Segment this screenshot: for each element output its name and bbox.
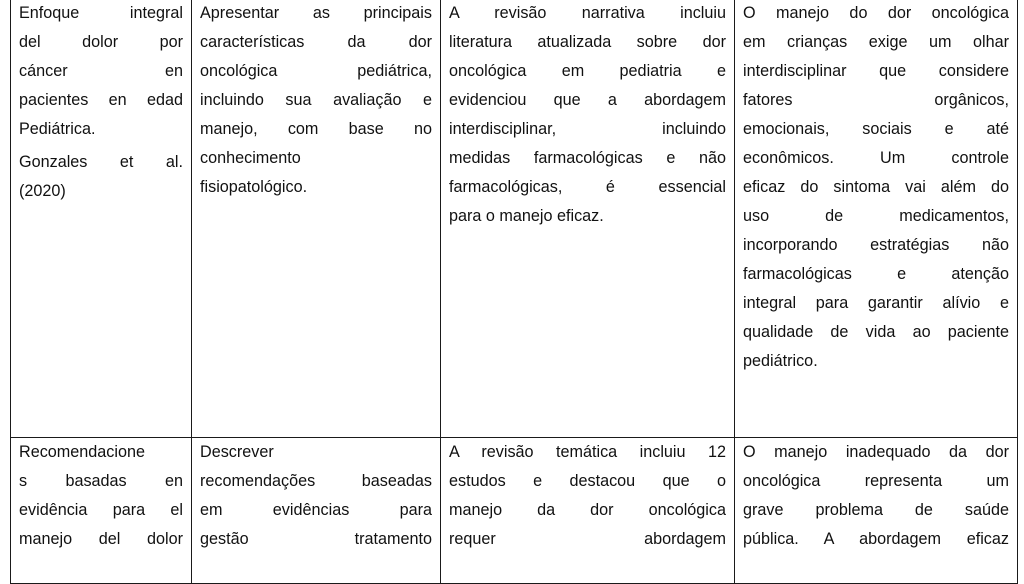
table-row <box>11 0 1018 438</box>
text-line: emocionais, sociais e até <box>743 120 1009 138</box>
text-line: pública. A abordagem eficaz <box>743 530 1009 548</box>
text-line: oncológica em pediatria e <box>449 62 726 80</box>
text-line: fatores orgânicos, <box>743 91 1009 109</box>
text-line: econômicos. Um controle <box>743 149 1009 167</box>
text-line: farmacológicas, é essencial <box>449 178 726 196</box>
text-line: Enfoque integral <box>19 4 183 22</box>
text-line: (2020) <box>19 182 66 200</box>
text-line: qualidade de vida ao paciente <box>743 323 1009 341</box>
text-line: interdisciplinar, incluindo <box>449 120 726 138</box>
text-line: literatura atualizada sobre dor <box>449 33 726 51</box>
text-line: Gonzales et al. <box>19 153 183 171</box>
text-line: Recomendacione <box>19 443 145 461</box>
text-line: integral para garantir alívio e <box>743 294 1009 312</box>
text-line: recomendações baseadas <box>200 472 432 490</box>
text-line: O manejo inadequado da dor <box>743 443 1009 461</box>
text-line: manejo del dolor <box>19 530 183 548</box>
text-line: pacientes en edad <box>19 91 183 109</box>
cell-title-author <box>11 438 192 584</box>
text-line: interdisciplinar que considere <box>743 62 1009 80</box>
text-line: estudos e destacou que o <box>449 472 726 490</box>
text-line: em evidências para <box>200 501 432 519</box>
text-line: oncológica representa um <box>743 472 1009 490</box>
text-line: Descrever <box>200 443 274 461</box>
text-line: para o manejo eficaz. <box>449 207 604 225</box>
text-line: incorporando estratégias não <box>743 236 1009 254</box>
text-line: características da dor <box>200 33 432 51</box>
text-line: em crianças exige um olhar <box>743 33 1009 51</box>
cell-objective <box>192 438 441 584</box>
text-line: A revisão narrativa incluiu <box>449 4 726 22</box>
text-line: requer abordagem <box>449 530 726 548</box>
cell-results <box>441 0 735 438</box>
text-line: pediátrico. <box>743 352 818 370</box>
cell-conclusion <box>735 438 1018 584</box>
studies-table <box>10 0 1018 584</box>
text-line: oncológica pediátrica, <box>200 62 432 80</box>
text-line: manejo, com base no <box>200 120 432 138</box>
text-line: incluindo sua avaliação e <box>200 91 432 109</box>
text-line: A revisão temática incluiu 12 <box>449 443 726 461</box>
text-line: cáncer en <box>19 62 183 80</box>
text-line: farmacológicas e atenção <box>743 265 1009 283</box>
text-line: Pediátrica. <box>19 120 96 138</box>
text-line: evidência para el <box>19 501 183 519</box>
text-line: O manejo do dor oncológica <box>743 4 1009 22</box>
cell-title-author <box>11 0 192 438</box>
cell-conclusion <box>735 0 1018 438</box>
text-line: conhecimento <box>200 149 301 167</box>
cell-results <box>441 438 735 584</box>
text-line: Apresentar as principais <box>200 4 432 22</box>
table-row <box>11 438 1018 584</box>
text-line: manejo da dor oncológica <box>449 501 726 519</box>
text-line: evidenciou que a abordagem <box>449 91 726 109</box>
table-body <box>11 0 1018 584</box>
text-line: fisiopatológico. <box>200 178 308 196</box>
cell-objective <box>192 0 441 438</box>
text-line: medidas farmacológicas e não <box>449 149 726 167</box>
text-line: uso de medicamentos, <box>743 207 1009 225</box>
text-line: del dolor por <box>19 33 183 51</box>
text-line: eficaz do sintoma vai além do <box>743 178 1009 196</box>
text-line: s basadas en <box>19 472 183 490</box>
text-line: grave problema de saúde <box>743 501 1009 519</box>
text-line: gestão tratamento <box>200 530 432 548</box>
